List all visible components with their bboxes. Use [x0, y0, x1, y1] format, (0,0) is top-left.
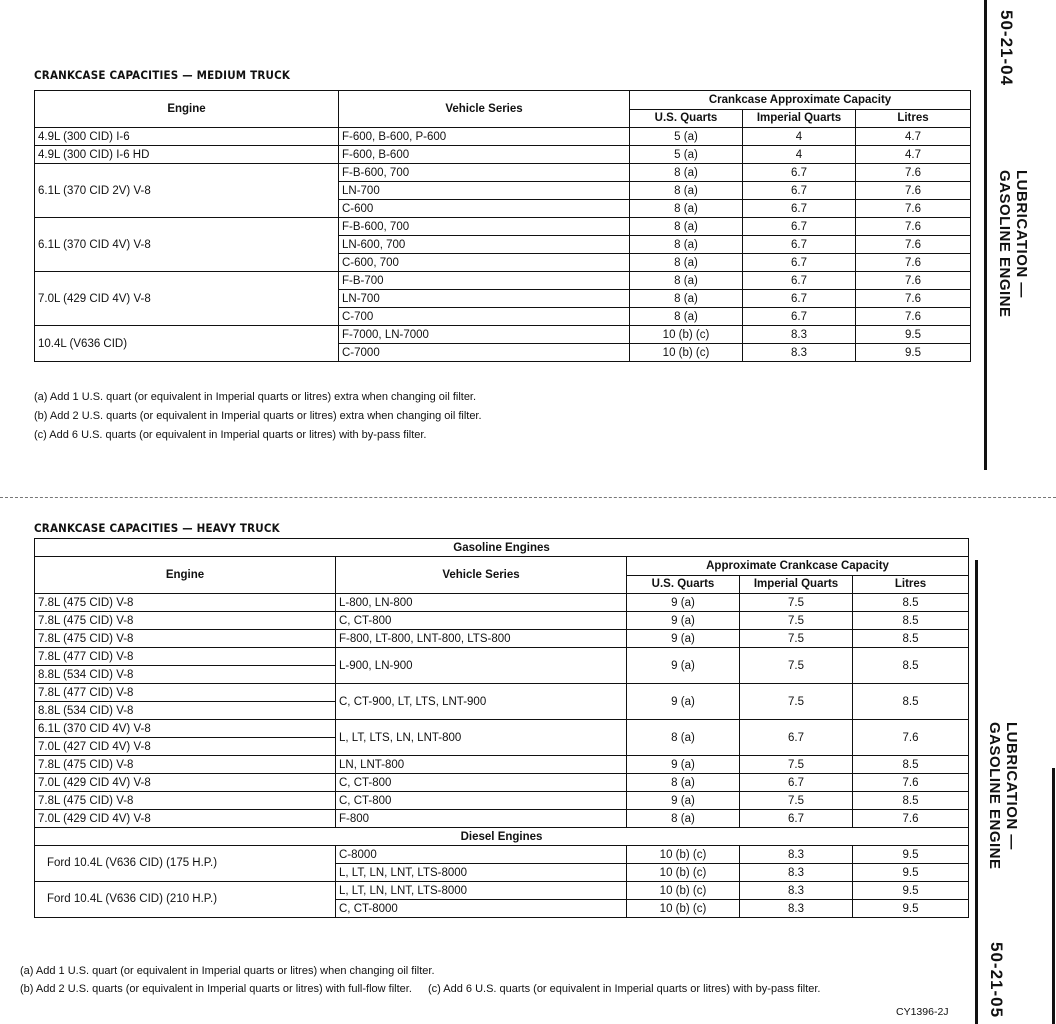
imperial-quarts-cell: 7.5 — [740, 612, 853, 630]
table-row — [35, 792, 969, 810]
imperial-quarts-cell: 6.7 — [743, 218, 856, 236]
litres-cell: 7.6 — [856, 272, 971, 290]
imperial-quarts-cell: 7.5 — [740, 648, 853, 684]
imperial-quarts-cell: 7.5 — [740, 792, 853, 810]
table-row — [35, 164, 971, 182]
table-row — [35, 846, 969, 864]
us-quarts-cell: 8 (a) — [630, 272, 743, 290]
us-quarts-cell: 5 (a) — [630, 128, 743, 146]
litres-cell: 8.5 — [853, 612, 969, 630]
us-quarts-cell: 10 (b) (c) — [627, 882, 740, 900]
imperial-quarts-cell: 6.7 — [743, 236, 856, 254]
litres-cell: 7.6 — [856, 164, 971, 182]
vehicle-series-cell: LN-600, 700 — [339, 236, 630, 254]
figure-code: CY1396-2J — [896, 1006, 949, 1018]
litres-cell: 7.6 — [853, 810, 969, 828]
table-row — [35, 684, 969, 702]
table-row — [35, 828, 969, 846]
litres-cell: 7.6 — [856, 218, 971, 236]
page-number-bottom: 50-21-05 — [987, 942, 1006, 1019]
imperial-quarts-cell: 6.7 — [743, 272, 856, 290]
vehicle-series-cell: L, LT, LN, LNT, LTS-8000 — [336, 864, 627, 882]
heavy-footnote-a: (a) Add 1 U.S. quart (or equivalent in Imperial quarts or litres) when changing oil filter. — [20, 965, 435, 977]
sidebar-title-top-line1: LUBRICATION — — [1013, 170, 1030, 298]
heavy-engine-header: Engine — [35, 557, 336, 594]
litres-cell: 7.6 — [856, 236, 971, 254]
vehicle-series-cell: L, LT, LTS, LN, LNT-800 — [336, 720, 627, 756]
vehicle-series-cell: C-7000 — [339, 344, 630, 362]
vehicle-series-cell: F-800, LT-800, LNT-800, LTS-800 — [336, 630, 627, 648]
us-quarts-cell: 9 (a) — [627, 612, 740, 630]
vehicle-series-cell: C, CT-900, LT, LTS, LNT-900 — [336, 684, 627, 720]
table-row — [35, 594, 969, 612]
vehicle-series-cell: F-7000, LN-7000 — [339, 326, 630, 344]
litres-cell: 7.6 — [853, 720, 969, 756]
imperial-quarts-cell: 8.3 — [740, 900, 853, 918]
table-row — [35, 630, 969, 648]
vehicle-series-cell: F-B-600, 700 — [339, 164, 630, 182]
sidebar-title-bottom-line2: GASOLINE ENGINE — [986, 722, 1003, 870]
us-quarts-cell: 8 (a) — [630, 218, 743, 236]
vehicle-series-cell: L-800, LN-800 — [336, 594, 627, 612]
sidebar-bottom-edge-rule — [1052, 768, 1055, 1024]
litres-cell: 8.5 — [853, 648, 969, 684]
table-row — [35, 756, 969, 774]
us-quarts-cell: 9 (a) — [627, 648, 740, 684]
engine-cell: 7.0L (429 CID 4V) V-8 — [35, 272, 339, 326]
litres-cell: 9.5 — [856, 344, 971, 362]
sidebar-top-rule — [984, 0, 987, 470]
table-row — [35, 272, 971, 290]
us-quarts-cell: 8 (a) — [627, 810, 740, 828]
sidebar-title-top — [996, 170, 1030, 318]
litres-cell: 7.6 — [856, 254, 971, 272]
table-row — [35, 774, 969, 792]
table-row — [35, 128, 971, 146]
litres-cell: 9.5 — [853, 846, 969, 864]
heavy-footnote-b: (b) Add 2 U.S. quarts (or equivalent in Imperial quarts or litres) with full-flow filter. — [20, 983, 412, 995]
vehicle-series-cell: F-800 — [336, 810, 627, 828]
diesel-engines-label: Diesel Engines — [35, 828, 969, 846]
vehicle-series-cell: C-600, 700 — [339, 254, 630, 272]
vehicle-series-cell: LN-700 — [339, 182, 630, 200]
us-quarts-cell: 8 (a) — [627, 720, 740, 756]
medium-footnotes — [34, 388, 482, 445]
us-quarts-cell: 8 (a) — [630, 254, 743, 272]
us-quarts-cell: 9 (a) — [627, 684, 740, 720]
medium-footnote-b: (b) Add 2 U.S. quarts (or equivalent in Imperial quarts or litres) extra when changing oil filter. — [34, 410, 482, 422]
page-number-top: 50-21-04 — [997, 10, 1016, 87]
us-quarts-cell: 10 (b) (c) — [627, 864, 740, 882]
heavy-footnote-c: (c) Add 6 U.S. quarts (or equivalent in Imperial quarts or litres) with by-pass filter. — [428, 983, 821, 995]
imperial-quarts-cell: 8.3 — [743, 326, 856, 344]
table-row — [35, 720, 969, 738]
engine-cell: 7.8L (475 CID) V-8 — [35, 630, 336, 648]
engine-cell: 7.0L (429 CID 4V) V-8 — [35, 774, 336, 792]
engine-cell: Ford 10.4L (V636 CID) (175 H.P.) — [35, 846, 336, 882]
us-quarts-cell: 10 (b) (c) — [630, 344, 743, 362]
vehicle-series-cell: L-900, LN-900 — [336, 648, 627, 684]
medium-capacity-table — [34, 90, 971, 362]
us-quarts-cell: 9 (a) — [627, 792, 740, 810]
vehicle-series-cell: C-700 — [339, 308, 630, 326]
litres-cell: 7.6 — [856, 200, 971, 218]
vehicle-series-cell: C, CT-800 — [336, 774, 627, 792]
engine-cell: 10.4L (V636 CID) — [35, 326, 339, 362]
us-quarts-cell: 8 (a) — [630, 236, 743, 254]
table-row — [35, 612, 969, 630]
us-quarts-cell: 8 (a) — [630, 182, 743, 200]
sidebar-title-bottom — [986, 722, 1020, 870]
imperial-quarts-cell: 8.3 — [740, 864, 853, 882]
medium-us-quarts-header: U.S. Quarts — [630, 109, 743, 128]
imperial-quarts-cell: 7.5 — [740, 756, 853, 774]
litres-cell: 8.5 — [853, 684, 969, 720]
heavy-capacity-header: Approximate Crankcase Capacity — [627, 557, 969, 576]
heavy-imperial-quarts-header: Imperial Quarts — [740, 575, 853, 594]
vehicle-series-cell: LN-700 — [339, 290, 630, 308]
imperial-quarts-cell: 6.7 — [743, 254, 856, 272]
medium-section-title: CRANKCASE CAPACITIES — MEDIUM TRUCK — [34, 68, 291, 82]
vehicle-series-cell: LN, LNT-800 — [336, 756, 627, 774]
engine-cell: 7.8L (477 CID) V-8 — [35, 684, 336, 702]
litres-cell: 4.7 — [856, 128, 971, 146]
table-row — [35, 326, 971, 344]
engine-cell: 7.8L (477 CID) V-8 — [35, 648, 336, 666]
engine-cell: 7.8L (475 CID) V-8 — [35, 756, 336, 774]
us-quarts-cell: 10 (b) (c) — [627, 846, 740, 864]
heavy-litres-header: Litres — [853, 575, 969, 594]
table-row — [35, 882, 969, 900]
engine-cell: 6.1L (370 CID 4V) V-8 — [35, 720, 336, 738]
heavy-section-title: CRANKCASE CAPACITIES — HEAVY TRUCK — [34, 521, 280, 535]
litres-cell: 7.6 — [856, 308, 971, 326]
us-quarts-cell: 8 (a) — [630, 308, 743, 326]
litres-cell: 9.5 — [853, 882, 969, 900]
litres-cell: 9.5 — [853, 900, 969, 918]
imperial-quarts-cell: 7.5 — [740, 630, 853, 648]
imperial-quarts-cell: 6.7 — [740, 720, 853, 756]
imperial-quarts-cell: 7.5 — [740, 594, 853, 612]
engine-cell: 7.0L (429 CID 4V) V-8 — [35, 810, 336, 828]
imperial-quarts-cell: 7.5 — [740, 684, 853, 720]
litres-cell: 8.5 — [853, 792, 969, 810]
us-quarts-cell: 8 (a) — [627, 774, 740, 792]
table-row — [35, 146, 971, 164]
vehicle-series-cell: F-600, B-600, P-600 — [339, 128, 630, 146]
vehicle-series-cell: C-600 — [339, 200, 630, 218]
engine-cell: 7.0L (427 CID 4V) V-8 — [35, 738, 336, 756]
litres-cell: 9.5 — [856, 326, 971, 344]
imperial-quarts-cell: 6.7 — [743, 308, 856, 326]
page-divider — [0, 497, 1056, 498]
imperial-quarts-cell: 4 — [743, 128, 856, 146]
gasoline-engines-label: Gasoline Engines — [35, 539, 969, 557]
us-quarts-cell: 9 (a) — [627, 630, 740, 648]
medium-imperial-quarts-header: Imperial Quarts — [743, 109, 856, 128]
sidebar-title-top-line2: GASOLINE ENGINE — [996, 170, 1013, 318]
imperial-quarts-cell: 6.7 — [740, 774, 853, 792]
engine-cell: 6.1L (370 CID 2V) V-8 — [35, 164, 339, 218]
vehicle-series-cell: F-B-600, 700 — [339, 218, 630, 236]
us-quarts-cell: 9 (a) — [627, 756, 740, 774]
table-row — [35, 648, 969, 666]
litres-cell: 8.5 — [853, 630, 969, 648]
imperial-quarts-cell: 6.7 — [740, 810, 853, 828]
sidebar-bottom-rule — [975, 560, 978, 1024]
imperial-quarts-cell: 8.3 — [740, 846, 853, 864]
medium-footnote-c: (c) Add 6 U.S. quarts (or equivalent in Imperial quarts or litres) with by-pass filter. — [34, 429, 427, 441]
medium-engine-header: Engine — [35, 91, 339, 128]
vehicle-series-cell: C, CT-8000 — [336, 900, 627, 918]
engine-cell: 7.8L (475 CID) V-8 — [35, 612, 336, 630]
litres-cell: 7.6 — [856, 182, 971, 200]
us-quarts-cell: 8 (a) — [630, 290, 743, 308]
imperial-quarts-cell: 6.7 — [743, 200, 856, 218]
litres-cell: 7.6 — [853, 774, 969, 792]
vehicle-series-cell: C, CT-800 — [336, 612, 627, 630]
vehicle-series-cell: C, CT-800 — [336, 792, 627, 810]
medium-litres-header: Litres — [856, 109, 971, 128]
table-row — [35, 218, 971, 236]
us-quarts-cell: 9 (a) — [627, 594, 740, 612]
engine-cell: 8.8L (534 CID) V-8 — [35, 666, 336, 684]
vehicle-series-cell: L, LT, LN, LNT, LTS-8000 — [336, 882, 627, 900]
medium-capacity-header: Crankcase Approximate Capacity — [630, 91, 971, 110]
us-quarts-cell: 8 (a) — [630, 200, 743, 218]
imperial-quarts-cell: 6.7 — [743, 164, 856, 182]
imperial-quarts-cell: 6.7 — [743, 290, 856, 308]
us-quarts-cell: 5 (a) — [630, 146, 743, 164]
imperial-quarts-cell: 4 — [743, 146, 856, 164]
heavy-footnotes — [20, 962, 821, 998]
engine-cell: 7.8L (475 CID) V-8 — [35, 792, 336, 810]
imperial-quarts-cell: 8.3 — [740, 882, 853, 900]
heavy-us-quarts-header: U.S. Quarts — [627, 575, 740, 594]
vehicle-series-cell: F-B-700 — [339, 272, 630, 290]
table-row — [35, 810, 969, 828]
imperial-quarts-cell: 6.7 — [743, 182, 856, 200]
us-quarts-cell: 8 (a) — [630, 164, 743, 182]
us-quarts-cell: 10 (b) (c) — [630, 326, 743, 344]
litres-cell: 7.6 — [856, 290, 971, 308]
heavy-vehicle-series-header: Vehicle Series — [336, 557, 627, 594]
engine-cell: 8.8L (534 CID) V-8 — [35, 702, 336, 720]
engine-cell: Ford 10.4L (V636 CID) (210 H.P.) — [35, 882, 336, 918]
litres-cell: 4.7 — [856, 146, 971, 164]
litres-cell: 8.5 — [853, 756, 969, 774]
litres-cell: 9.5 — [853, 864, 969, 882]
vehicle-series-cell: C-8000 — [336, 846, 627, 864]
sidebar-title-bottom-line1: LUBRICATION — — [1003, 722, 1020, 850]
engine-cell: 7.8L (475 CID) V-8 — [35, 594, 336, 612]
engine-cell: 6.1L (370 CID 4V) V-8 — [35, 218, 339, 272]
medium-vehicle-series-header: Vehicle Series — [339, 91, 630, 128]
heavy-capacity-table — [34, 538, 969, 918]
us-quarts-cell: 10 (b) (c) — [627, 900, 740, 918]
vehicle-series-cell: F-600, B-600 — [339, 146, 630, 164]
imperial-quarts-cell: 8.3 — [743, 344, 856, 362]
engine-cell: 4.9L (300 CID) I-6 — [35, 128, 339, 146]
medium-footnote-a: (a) Add 1 U.S. quart (or equivalent in Imperial quarts or litres) extra when changing oil filter. — [34, 391, 477, 403]
litres-cell: 8.5 — [853, 594, 969, 612]
engine-cell: 4.9L (300 CID) I-6 HD — [35, 146, 339, 164]
